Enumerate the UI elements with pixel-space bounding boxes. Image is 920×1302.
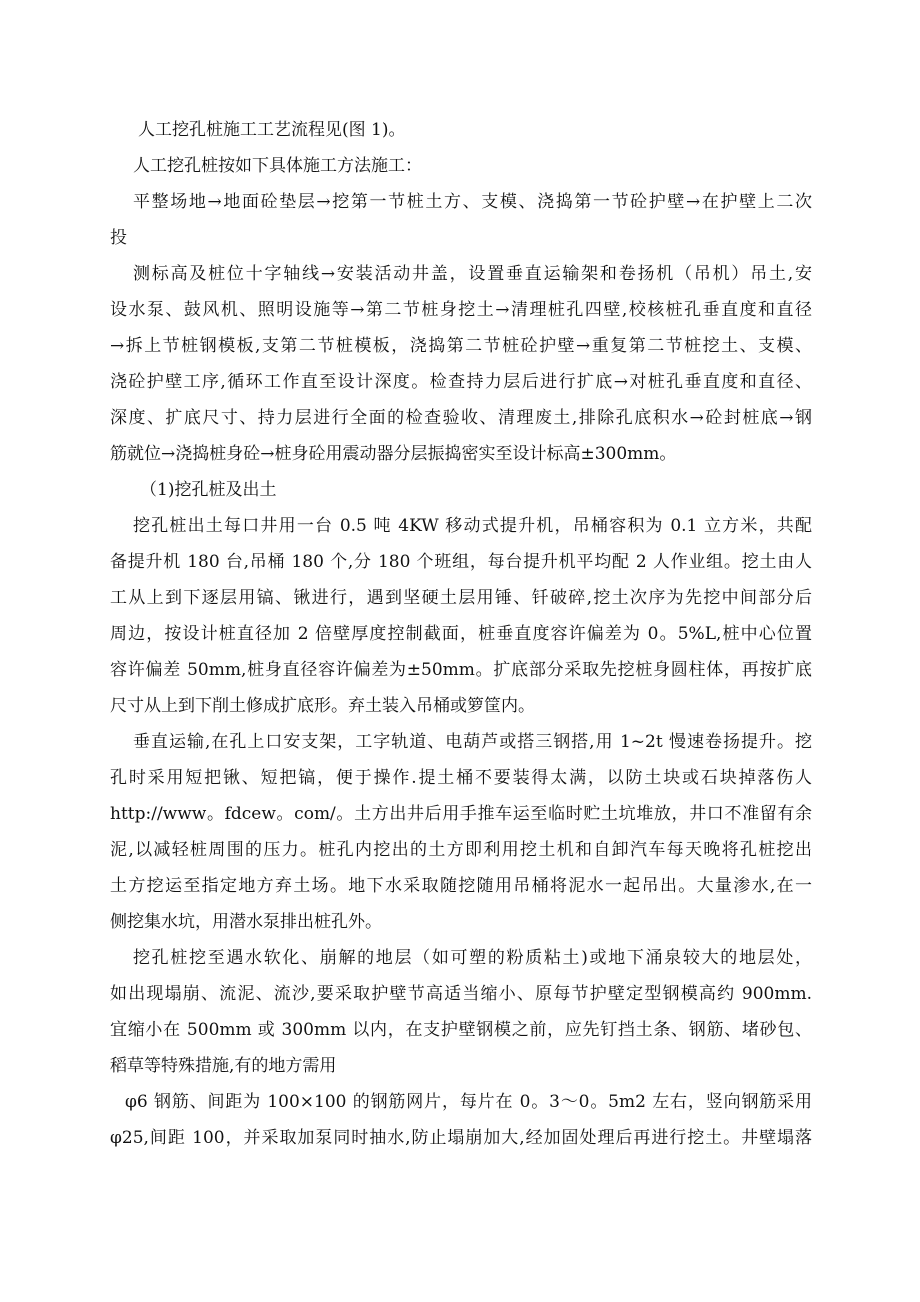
text-line: 设水泵、鼓风机、照明设施等→第二节桩身挖土→清理桩孔四壁,校核桩孔垂直度和直径: [110, 300, 812, 320]
text-line: 土方挖运至指定地方弃土场。地下水采取随挖随用吊桶将泥水一起吊出。大量渗水,在一: [110, 876, 812, 896]
text-line: 稻草等特殊措施,有的地方需用: [110, 1056, 337, 1076]
text-line: 测标高及桩位十字轴线→安装活动井盖，设置垂直运输架和卷扬机（吊机）吊土,安: [133, 264, 812, 284]
text-line: φ6 钢筋、间距为 100×100 的钢筋网片，每片在 0。3～0。5m2 左右，竖向钢筋采用: [125, 1092, 812, 1112]
text-line: 深度、扩底尺寸、持力层进行全面的检查验收、清理废土,排除孔底积水→砼封桩底→钢: [110, 408, 812, 428]
text-line: 投: [110, 228, 127, 248]
text-line: 挖孔桩出土每口井用一台 0.5 吨 4KW 移动式提升机，吊桶容积为 0.1 立方米，共配: [133, 516, 812, 536]
text-line: 孔时采用短把锹、短把镐，便于操作.提土桶不要装得太满，以防土块或石块掉落伤人: [110, 768, 812, 788]
text-line: 垂直运输,在孔上口安支架，工字轨道、电葫芦或搭三钢搭,用 1~2t 慢速卷扬提升。挖: [133, 732, 812, 752]
text-line: 如出现塌崩、流泥、流沙,要采取护壁节高适当缩小、原每节护壁定型钢模高约 900mm.: [110, 984, 812, 1004]
text-line: 侧挖集水坑，用潜水泵排出桩孔外。: [110, 912, 382, 932]
text-line: 浇砼护壁工序,循环工作直至设计深度。检查持力层后进行扩底→对桩孔垂直度和直径、: [110, 372, 812, 392]
text-line: 平整场地→地面砼垫层→挖第一节桩土方、支模、浇捣第一节砼护壁→在护壁上二次: [133, 192, 812, 212]
text-line: φ25,间距 100，并采取加泵同时抽水,防止塌崩加大,经加固处理后再进行挖土。井壁塌落: [110, 1128, 812, 1148]
text-line: 宜缩小在 500mm 或 300mm 以内，在支护壁钢模之前，应先钉挡土条、钢筋、堵砂包、: [110, 1020, 812, 1040]
text-line: 工从上到下逐层用镐、锹进行，遇到坚硬土层用锤、钎破碎,挖土次序为先挖中间部分后: [110, 588, 812, 608]
text-line: 人工挖孔桩施工工艺流程见(图 1)。: [138, 120, 406, 140]
text-line: 泥,以减轻桩周围的压力。桩孔内挖出的土方即利用挖土机和自卸汽车每天晚将孔桩挖出: [110, 840, 812, 860]
text-line: http://www。fdcew。com/。土方出井后用手推车运至临时贮土坑堆放，井口不准留有余: [110, 804, 812, 824]
text-line: 人工挖孔桩按如下具体施工方法施工：: [133, 156, 422, 176]
text-line: 容许偏差 50mm,桩身直径容许偏差为±50mm。扩底部分采取先挖桩身圆柱体，再按扩底: [110, 660, 812, 680]
text-line: 周边，按设计桩直径加 2 倍壁厚度控制截面，桩垂直度容许偏差为 0。5%L,桩中心位置: [110, 624, 812, 644]
text-line: 筋就位→浇捣桩身砼→桩身砼用震动器分层振捣密实至设计标高±300mm。: [110, 444, 677, 464]
section-heading: （1)挖孔桩及出土: [140, 480, 277, 500]
text-line: →拆上节桩钢模板,支第二节桩模板，浇捣第二节桩砼护壁→重复第二节桩挖土、支模、: [110, 336, 812, 356]
text-line: 挖孔桩挖至遇水软化、崩解的地层（如可塑的粉质粘土)或地下涌泉较大的地层处，: [133, 948, 812, 968]
text-line: 尺寸从上到下削土修成扩底形。弃土装入吊桶或箩筐内。: [110, 696, 535, 716]
text-line: 备提升机 180 台,吊桶 180 个,分 180 个班组，每台提升机平均配 2 人作业组。挖土由人: [110, 552, 812, 572]
